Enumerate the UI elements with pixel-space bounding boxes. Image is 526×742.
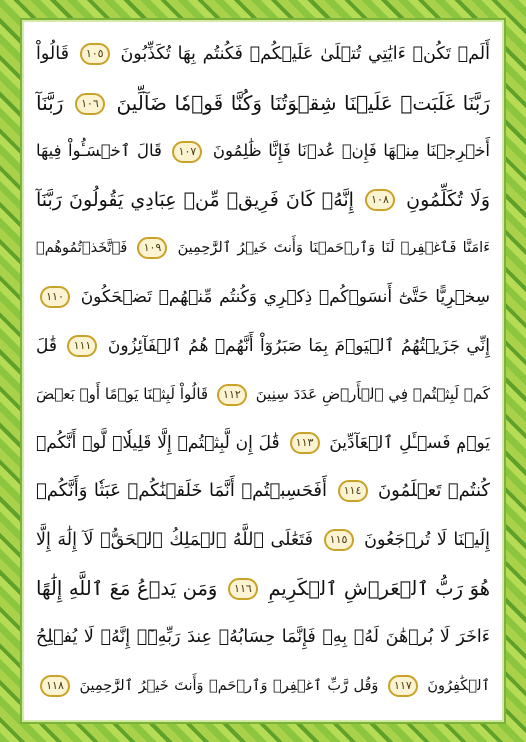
- verse-text: ءَاخَرَ لَا بُرۡهَٰنَ لَهُۥ بِهِۦ فَإِنَّمَا حِسَابُهُۥ عِندَ رَبِّهِۦٓۚ إِنَّهُۥ لَا يُفۡلِحُ: [36, 627, 490, 648]
- verse-text: يَوۡمٖ فَسۡـَٔلِ ٱلۡعَآدِّينَ: [329, 432, 491, 453]
- verse-text: إِنَّهُۥ كَانَ فَرِيقٞ مِّنۡ عِبَادِي يَقُولُونَ رَبَّنَآ: [36, 188, 354, 211]
- verse-number-marker: ١٠٧: [172, 141, 202, 163]
- verse-number-marker: ١١٤: [338, 480, 368, 502]
- verse-text: قَٰلَ: [36, 335, 58, 356]
- quran-line: [36, 34, 490, 74]
- verse-text: قَالَ ٱخۡسَـُٔواْ فِيهَا: [36, 141, 162, 161]
- quran-line: [36, 666, 490, 706]
- verse-text: أَلَمۡ تَكُنۡ ءَايَٰتِي تُتۡلَىٰ عَلَيۡكُمۡ فَكُنتُم بِهَا تُكَذِّبُونَ: [120, 44, 490, 64]
- verse-number-marker: ١١٢: [217, 384, 247, 406]
- verse-text: قَٰلَ إِن لَّبِثۡتُمۡ إِلَّا قَلِيلٗاۖ لَّوۡ أَنَّكُمۡ: [36, 432, 280, 453]
- quran-line: [36, 374, 490, 414]
- verse-text: هُوَ رَبُّ ٱلۡعَرۡشِ ٱلۡكَرِيمِ: [268, 576, 490, 600]
- quran-line: [36, 277, 490, 317]
- quran-line: [36, 520, 490, 560]
- verse-number-marker: ١٠٥: [80, 43, 110, 65]
- verse-text: إِنِّي جَزَيۡتُهُمُ ٱلۡيَوۡمَ بِمَا صَبَرُوٓاْ أَنَّهُمۡ هُمُ ٱلۡفَآئِزُونَ: [107, 335, 490, 356]
- verse-text: إِلَيۡنَا لَا تُرۡجَعُونَ: [364, 530, 490, 551]
- page-frame: [20, 18, 506, 724]
- verse-text: أَخۡرِجۡنَا مِنۡهَا فَإِنۡ عُدۡنَا فَإِنَّا ظَٰلِمُونَ: [212, 141, 490, 161]
- quran-line: [36, 228, 490, 268]
- verse-text: رَبَّنَا غَلَبَتۡ عَلَيۡنَا شِقۡوَتُنَا وَكُنَّا قَوۡمٗا ضَآلِّينَ: [116, 90, 490, 115]
- verse-text: أَفَحَسِبۡتُمۡ أَنَّمَا خَلَقۡنَٰكُمۡ عَبَثٗا وَأَنَّكُمۡ: [36, 480, 328, 502]
- quran-line: [36, 423, 490, 463]
- verse-text: قَالُواْ: [36, 44, 69, 64]
- verse-number-marker: ١١١: [67, 335, 97, 357]
- quran-line: [36, 471, 490, 511]
- verse-number-marker: ١١٥: [324, 529, 354, 551]
- verse-text: رَبَّنَآ: [36, 90, 64, 115]
- quran-line: [36, 326, 490, 366]
- verse-text: ءَامَنَّا فَٱغۡفِرۡ لَنَا وَٱرۡحَمۡنَا وَأَنتَ خَيۡرُ ٱلرَّٰحِمِينَ: [177, 240, 491, 257]
- verse-text: سِخۡرِيًّا حَتَّىٰٓ أَنسَوۡكُمۡ ذِكۡرِي وَكُنتُم مِّنۡهُمۡ تَضۡحَكُونَ: [80, 287, 490, 308]
- verse-number-marker: ١١٣: [290, 432, 320, 454]
- verse-number-marker: ١٠٦: [75, 93, 105, 115]
- verse-number-marker: ١١٧: [388, 675, 418, 697]
- quran-line: [36, 617, 490, 657]
- verse-text: قَالُواْ لَبِثۡنَا يَوۡمًا أَوۡ بَعۡضَ: [36, 385, 209, 404]
- verse-text: وَقُل رَّبِّ ٱغۡفِرۡ وَٱرۡحَمۡ وَأَنتَ خَيۡرُ ٱلرَّٰحِمِينَ: [79, 677, 379, 694]
- verse-number-marker: ١١٦: [228, 578, 258, 600]
- verse-text: ٱلۡكَٰفِرُونَ: [427, 677, 491, 694]
- verse-text: كُنتُمۡ تَعۡلَمُونَ: [377, 480, 490, 502]
- quran-line: [36, 83, 490, 123]
- quran-line: [36, 180, 490, 220]
- quran-line: [36, 131, 490, 171]
- verse-text: فَٱتَّخَذۡتُمُوهُمۡ: [36, 240, 128, 257]
- quran-text-block: [36, 34, 490, 706]
- verse-text: فَتَعَٰلَى ٱللَّهُ ٱلۡمَلِكُ ٱلۡحَقُّۖ لَآ إِلَٰهَ إِلَّا: [36, 530, 313, 551]
- verse-text: وَلَا تُكَلِّمُونِ: [406, 188, 491, 211]
- verse-number-marker: ١٠٨: [365, 189, 395, 211]
- verse-text: كَمۡ لَبِثۡتُمۡ فِي ٱلۡأَرۡضِ عَدَدَ سِنِينَ: [255, 385, 490, 404]
- quran-line: [36, 569, 490, 609]
- verse-number-marker: ١١٨: [40, 675, 70, 697]
- verse-number-marker: ١٠٩: [137, 237, 167, 259]
- verse-number-marker: ١١٠: [40, 286, 70, 308]
- verse-text: وَمَن يَدۡعُ مَعَ ٱللَّهِ إِلَٰهًا: [36, 576, 218, 600]
